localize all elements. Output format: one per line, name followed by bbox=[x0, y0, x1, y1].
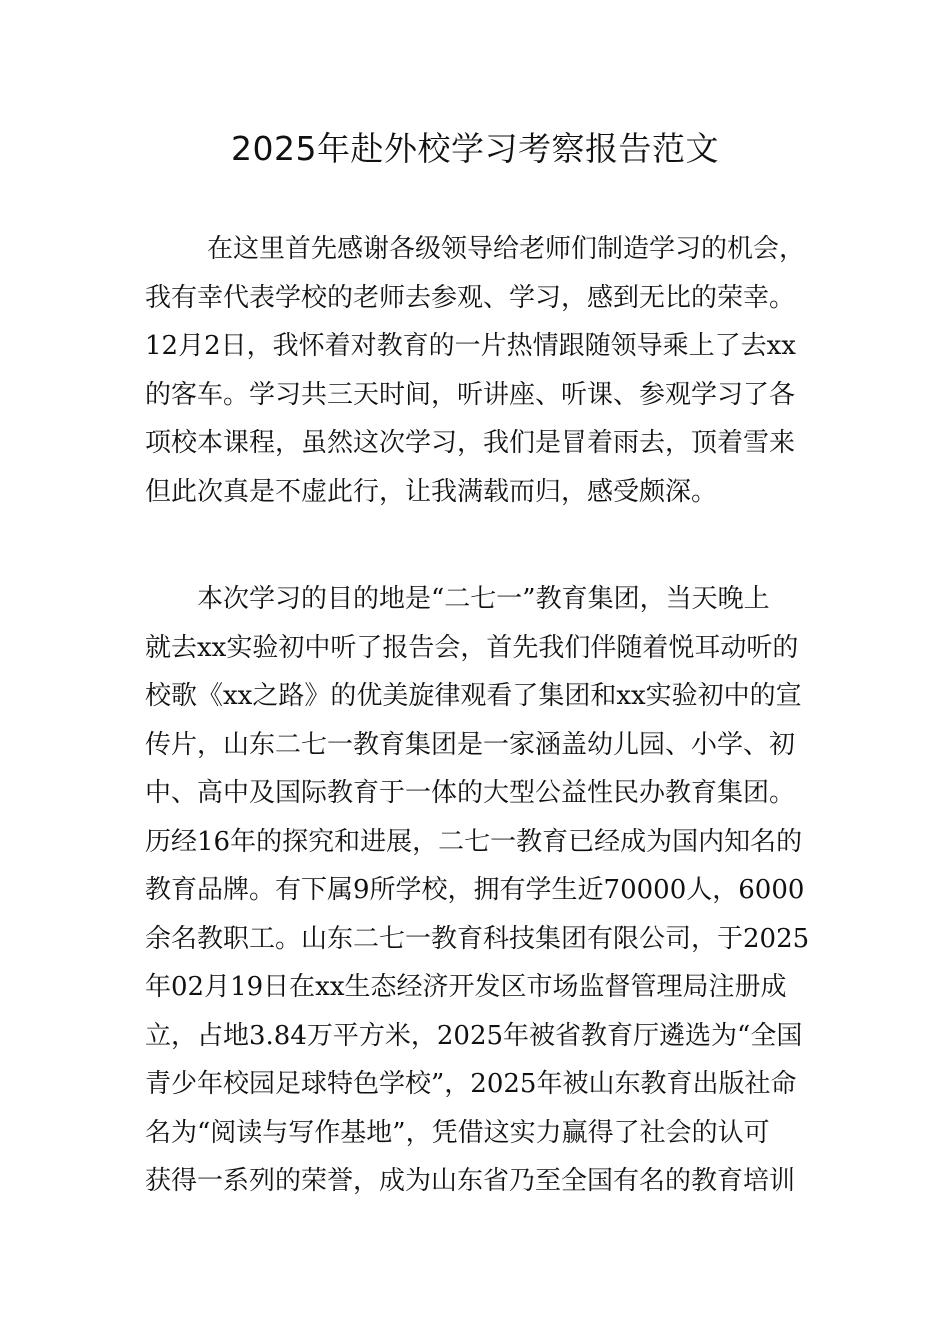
text-line: 的客车。学习共三天时间，听讲座、听课、参观学习了各 bbox=[145, 379, 796, 410]
text-line: 在这里首先感谢各级领导给老师们制造学习的机会， bbox=[207, 234, 806, 264]
text-line: 立，占地3.84万平方米，2025年被省教育厅遴选为“全国 bbox=[145, 1020, 803, 1051]
text-line: 年02月19日在xx生态经济开发区市场监督管理局注册成 bbox=[145, 972, 787, 1002]
text-line: 项校本课程，虽然这次学习，我们是冒着雨去，顶着雪来 bbox=[145, 428, 796, 458]
document-title: 2025年赴外校学习考察报告范文 bbox=[231, 129, 719, 168]
paragraph-intro bbox=[145, 225, 825, 516]
text-line: 历经16年的探究和进展，二七一教育已经成为国内知名的 bbox=[145, 826, 803, 857]
text-line: 中、高中及国际教育于一体的大型公益性民办教育集团。 bbox=[145, 778, 796, 808]
text-line: 教育品牌。有下属9所学校，拥有学生近70000人，6000 bbox=[145, 875, 805, 905]
text-line: 传片，山东二七一教育集团是一家涵盖幼儿园、小学、初 bbox=[145, 729, 796, 760]
paragraph-destination bbox=[145, 575, 825, 1206]
text-line: 名为“阅读与写作基地”，凭借这实力赢得了社会的认可 bbox=[145, 1117, 770, 1148]
text-line: 校歌《xx之路》的优美旋律观看了集团和xx实验初中的宣 bbox=[145, 681, 802, 711]
text-line: 12月2日，我怀着对教育的一片热情跟随领导乘上了去xx bbox=[145, 331, 796, 361]
text-line: 青少年校园足球特色学校”，2025年被山东教育出版社命 bbox=[145, 1069, 797, 1099]
text-line: 就去xx实验初中听了报告会，首先我们伴随着悦耳动听的 bbox=[145, 632, 799, 663]
text-line: 获得一系列的荣誉，成为山东省乃至全国有名的教育培训 bbox=[145, 1166, 796, 1196]
text-line: 我有幸代表学校的老师去参观、学习，感到无比的荣幸。 bbox=[145, 282, 796, 313]
text-line: 但此次真是不虚此行，让我满载而归，感受颇深。 bbox=[145, 476, 718, 507]
text-line: 本次学习的目的地是“二七一”教育集团，当天晚上 bbox=[197, 584, 770, 614]
text-line: 余名教职工。山东二七一教育科技集团有限公司，于2025 bbox=[145, 923, 810, 954]
